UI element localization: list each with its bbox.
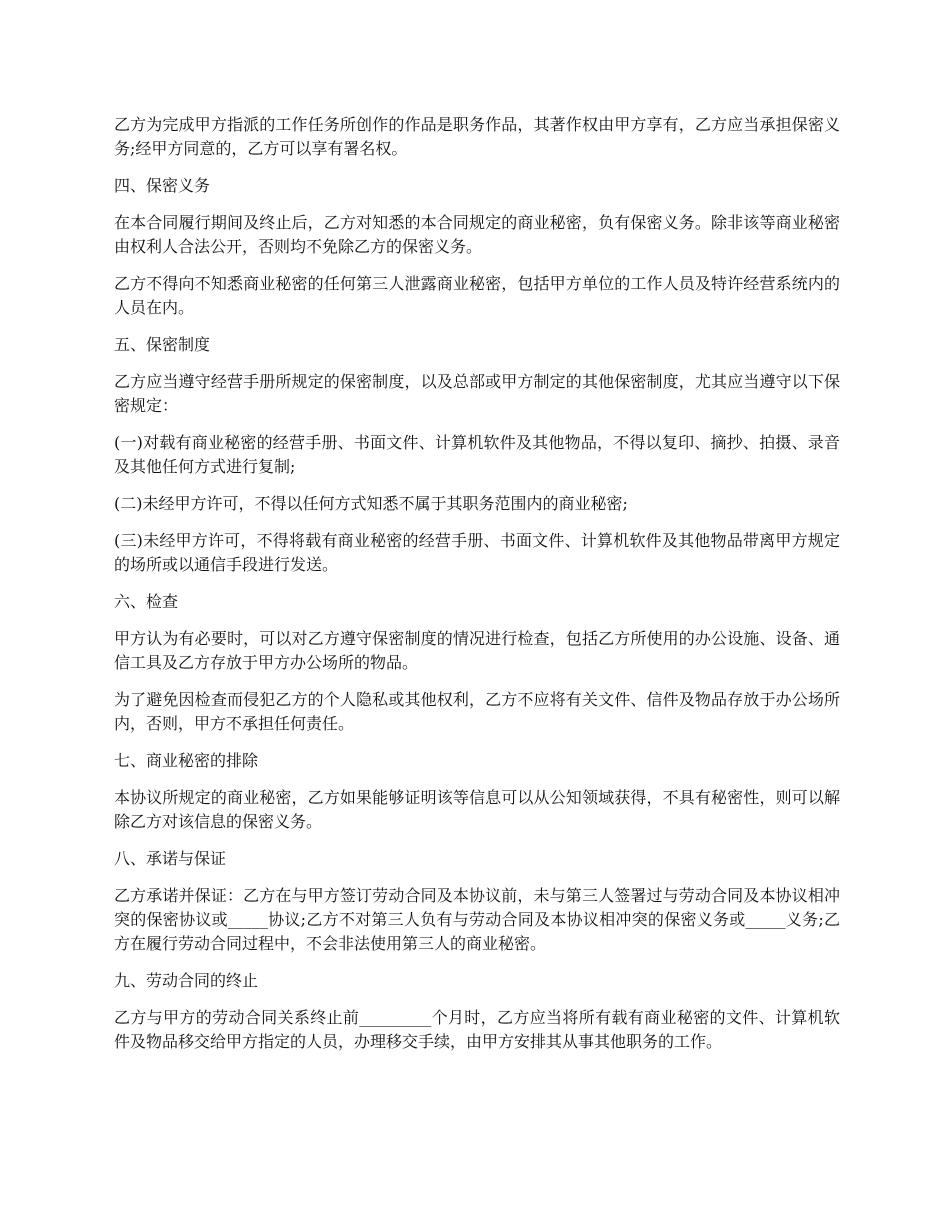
paragraph-exclusion: 本协议所规定的商业秘密，乙方如果能够证明该等信息可以从公知领域获得，不具有秘密性，则可以解除乙方对该信息的保密义务。 — [114, 788, 840, 831]
section-heading-9: 九、劳动合同的终止 — [114, 971, 259, 990]
paragraph-privacy: 为了避免因检查而侵犯乙方的个人隐私或其他权利，乙方不应将有关文件、信件及物品存放于办公场所内，否则，甲方不承担任何责任。 — [114, 690, 840, 733]
paragraph-rule-3: (三)未经甲方许可，不得将载有商业秘密的经营手册、书面文件、计算机软件及其他物品带离甲方规定的场所或以通信手段进行发送。 — [114, 531, 840, 574]
document-page — [114, 113, 840, 1067]
paragraph-authorship: 乙方为完成甲方指派的工作任务所创作的作品是职务作品，其著作权由甲方享有，乙方应当承担保密义务;经甲方同意的，乙方可以享有署名权。 — [114, 115, 840, 158]
section-heading-5: 五、保密制度 — [114, 335, 211, 354]
paragraph-warranty: 乙方承诺并保证：乙方在与甲方签订劳动合同及本协议前，未与第三人签署过与劳动合同及本协议相冲突的保密协议或_____协议;乙方不对第三人负有与劳动合同及本协议相冲突的保密义务或_____义务;乙方在履行劳动合同过程中，不会非法使用第三人的商业秘密。 — [114, 886, 840, 953]
section-heading-4: 四、保密义务 — [114, 176, 211, 195]
paragraph-inspection: 甲方认为有必要时，可以对乙方遵守保密制度的情况进行检查，包括乙方所使用的办公设施、设备、通信工具及乙方存放于甲方办公场所的物品。 — [114, 629, 840, 672]
paragraph-rule-2: (二)未经甲方许可，不得以任何方式知悉不属于其职务范围内的商业秘密; — [114, 494, 628, 513]
section-heading-7: 七、商业秘密的排除 — [114, 751, 259, 770]
section-heading-6: 六、检查 — [114, 592, 179, 611]
paragraph-rule-1: (一)对载有商业秘密的经营手册、书面文件、计算机软件及其他物品，不得以复印、摘抄、拍摄、录音及其他任何方式进行复制; — [114, 433, 840, 476]
paragraph-termination: 乙方与甲方的劳动合同关系终止前_________个月时，乙方应当将所有载有商业秘密的文件、计算机软件及物品移交给甲方指定的人员，办理移交手续，由甲方安排其从事其他职务的工作。 — [114, 1008, 840, 1051]
paragraph-confidentiality-rules: 乙方应当遵守经营手册所规定的保密制度，以及总部或甲方制定的其他保密制度，尤其应当遵守以下保密规定： — [114, 372, 840, 415]
paragraph-confidentiality-duty: 在本合同履行期间及终止后，乙方对知悉的本合同规定的商业秘密，负有保密义务。除非该等商业秘密由权利人合法公开，否则均不免除乙方的保密义务。 — [114, 213, 840, 256]
section-heading-8: 八、承诺与保证 — [114, 849, 227, 868]
paragraph-no-disclosure: 乙方不得向不知悉商业秘密的任何第三人泄露商业秘密，包括甲方单位的工作人员及特许经营系统内的人员在内。 — [114, 274, 840, 317]
